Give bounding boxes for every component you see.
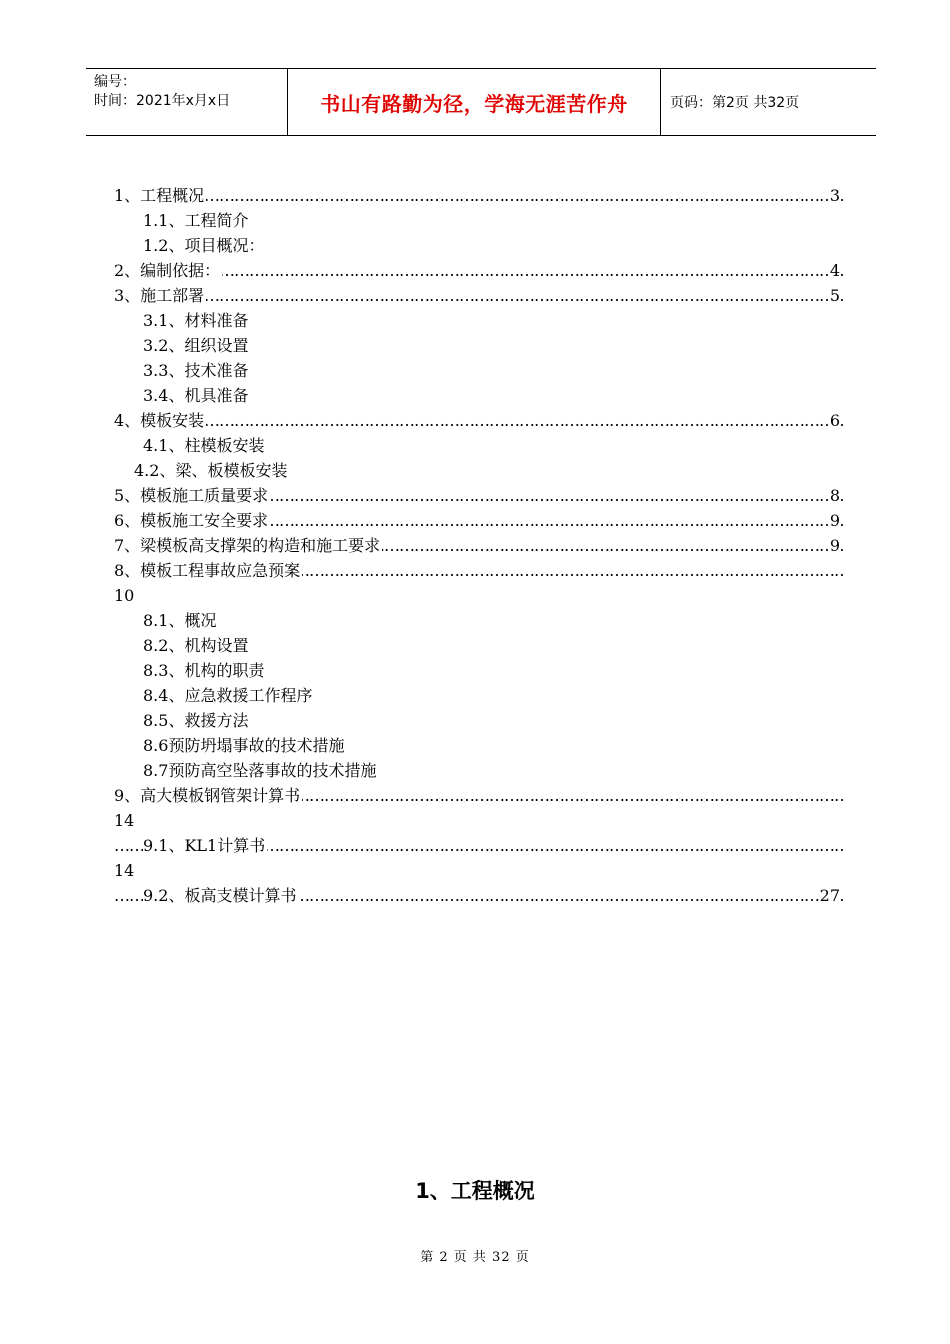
toc-entry-title: 8.7预防高空坠落事故的技术措施 bbox=[143, 761, 377, 780]
toc-entry-title: 2、编制依据： bbox=[114, 261, 221, 280]
toc-entry-title: 8.1、概况 bbox=[143, 611, 217, 630]
toc-entry-title: 3.3、技术准备 bbox=[143, 361, 249, 380]
toc-entry[interactable] bbox=[114, 708, 844, 733]
toc-entry[interactable] bbox=[114, 533, 844, 558]
toc-entry-page: 3 bbox=[829, 183, 840, 208]
toc-entry-page: 5 bbox=[829, 283, 840, 308]
toc-entry[interactable] bbox=[114, 783, 844, 808]
header-page-info: 页码：第2页 共32页 bbox=[670, 95, 800, 111]
toc-entry-page: 8 bbox=[829, 483, 840, 508]
header-motto: 书山有路勤为径，学海无涯苦作舟 bbox=[287, 69, 661, 135]
toc-entry-page: 6 bbox=[829, 408, 840, 433]
toc-entry-title: 9.2、板高支模计算书 bbox=[143, 886, 297, 905]
header-meta bbox=[86, 69, 287, 135]
toc-entry[interactable] bbox=[114, 608, 844, 633]
toc-entry-title: 10 bbox=[114, 586, 135, 605]
toc-entry-title: 3.4、机具准备 bbox=[143, 386, 249, 405]
toc-entry-title: 1.1、工程简介 bbox=[143, 211, 249, 230]
toc-entry-title: 3、施工部署 bbox=[114, 286, 205, 305]
toc-entry[interactable] bbox=[114, 858, 844, 883]
section-heading: 1、工程概况 bbox=[415, 1179, 535, 1203]
toc-entry[interactable] bbox=[114, 633, 844, 658]
toc-entry-title: 4、模板安装 bbox=[114, 411, 205, 430]
toc-entry[interactable] bbox=[114, 508, 844, 533]
toc-entry[interactable] bbox=[114, 808, 844, 833]
toc-entry[interactable] bbox=[114, 683, 844, 708]
toc-entry[interactable] bbox=[114, 383, 844, 408]
toc-entry-title: 6、模板施工安全要求 bbox=[114, 511, 269, 530]
document-date: 时间：2021年x月x日 bbox=[94, 93, 231, 109]
toc-entry-title: 3.2、组织设置 bbox=[143, 336, 249, 355]
toc-entry[interactable] bbox=[114, 558, 844, 583]
toc-entry-title: 3.1、材料准备 bbox=[143, 311, 249, 330]
table-of-contents bbox=[114, 183, 844, 908]
toc-entry-title: 14 bbox=[114, 811, 135, 830]
toc-entry-page: 9 bbox=[829, 508, 840, 533]
page-header bbox=[86, 68, 876, 136]
toc-entry-page: 4 bbox=[829, 258, 840, 283]
toc-entry-title: 4.2、梁、板模板安装 bbox=[134, 461, 288, 480]
toc-entry-title: 8.3、机构的职责 bbox=[143, 661, 265, 680]
toc-entry-title: 1、工程概况 bbox=[114, 186, 205, 205]
toc-entry-title: 4.1、柱模板安装 bbox=[143, 436, 265, 455]
toc-entry[interactable] bbox=[114, 883, 844, 908]
toc-entry[interactable] bbox=[114, 358, 844, 383]
toc-entry-title: 8.5、救援方法 bbox=[143, 711, 249, 730]
toc-entry-page: 9 bbox=[829, 533, 840, 558]
toc-entry[interactable] bbox=[114, 758, 844, 783]
toc-entry-title: 8.2、机构设置 bbox=[143, 636, 249, 655]
toc-entry[interactable] bbox=[114, 658, 844, 683]
toc-entry-title: 8.4、应急救援工作程序 bbox=[143, 686, 313, 705]
toc-entry[interactable] bbox=[114, 483, 844, 508]
toc-entry[interactable] bbox=[114, 333, 844, 358]
toc-entry-page: 27 bbox=[819, 883, 840, 908]
toc-entry[interactable] bbox=[114, 433, 844, 458]
toc-entry-title: 9.1、KL1计算书 bbox=[143, 836, 266, 855]
toc-entry[interactable] bbox=[114, 283, 844, 308]
document-number-label: 编号： bbox=[94, 74, 136, 90]
toc-entry[interactable] bbox=[114, 208, 844, 233]
toc-entry-title: 9、高大模板钢管架计算书 bbox=[114, 786, 301, 805]
toc-entry[interactable] bbox=[114, 583, 844, 608]
page-footer: 第 2 页 共 32 页 bbox=[420, 1250, 530, 1265]
toc-entry-title: 5、模板施工质量要求 bbox=[114, 486, 269, 505]
toc-entry-title: 14 bbox=[114, 861, 135, 880]
toc-entry[interactable] bbox=[114, 833, 844, 858]
toc-entry[interactable] bbox=[114, 183, 844, 208]
toc-entry[interactable] bbox=[114, 258, 844, 283]
toc-entry-title: 8.6预防坍塌事故的技术措施 bbox=[143, 736, 345, 755]
toc-entry-title: 1.2、项目概况： bbox=[143, 236, 265, 255]
toc-entry[interactable] bbox=[114, 733, 844, 758]
toc-entry[interactable] bbox=[114, 233, 844, 258]
toc-entry-title: 7、梁模板高支撑架的构造和施工要求 bbox=[114, 536, 381, 555]
toc-entry-title: 8、模板工程事故应急预案 bbox=[114, 561, 301, 580]
toc-entry[interactable] bbox=[114, 308, 844, 333]
toc-entry[interactable] bbox=[114, 458, 844, 483]
toc-entry[interactable] bbox=[114, 408, 844, 433]
